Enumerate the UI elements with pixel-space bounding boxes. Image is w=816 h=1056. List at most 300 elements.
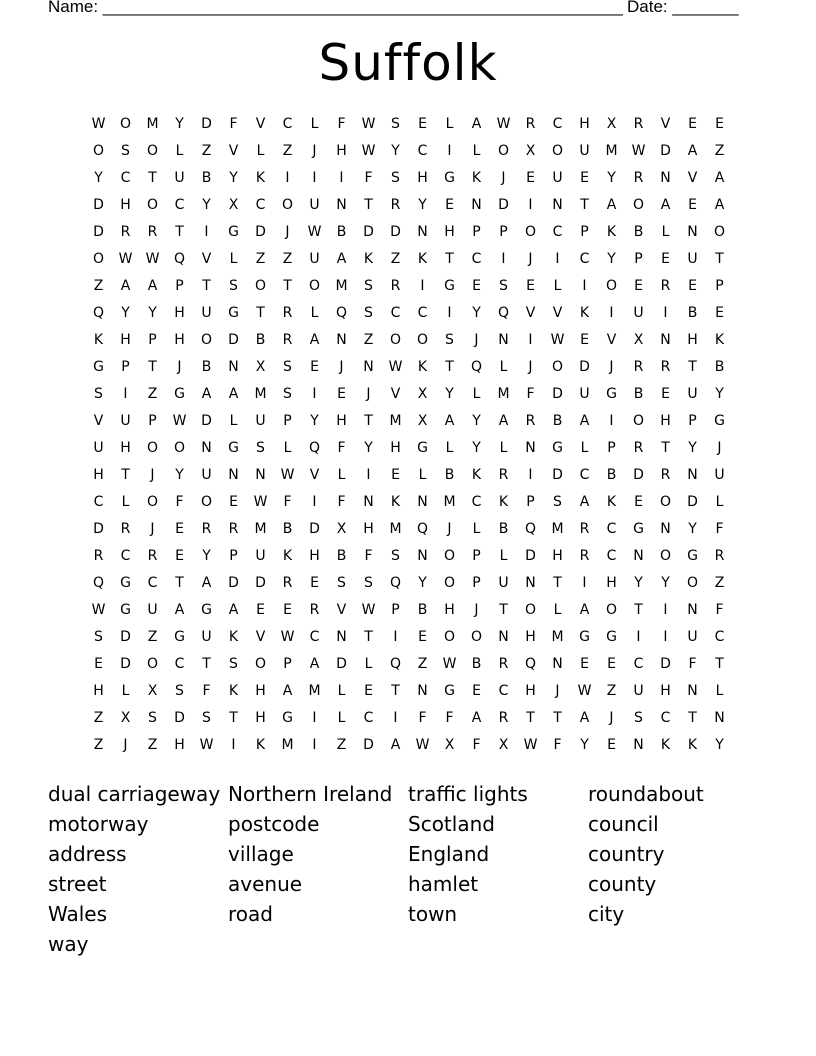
grid-letter: A: [390, 737, 401, 753]
grid-letter: T: [688, 359, 697, 375]
grid-letter: H: [336, 413, 347, 429]
grid-letter: C: [498, 683, 509, 699]
word-list-item: Northern Ireland: [228, 782, 393, 806]
grid-letter: T: [364, 413, 373, 429]
grid-letter: Y: [364, 440, 373, 456]
grid-letter: U: [579, 143, 590, 159]
grid-letter: L: [661, 224, 670, 240]
grid-letter: X: [228, 197, 239, 213]
grid-letter: Z: [93, 710, 104, 726]
grid-letter: L: [256, 143, 265, 159]
grid-letter: R: [714, 548, 725, 564]
grid-letter: R: [147, 548, 158, 564]
grid-letter: V: [255, 116, 266, 132]
grid-letter: V: [228, 143, 239, 159]
grid-letter: K: [579, 305, 590, 321]
grid-letter: F: [553, 737, 562, 753]
word-list-item: way: [48, 932, 89, 956]
grid-letter: I: [312, 494, 317, 510]
grid-letter: W: [388, 359, 403, 375]
grid-letter: F: [229, 116, 238, 132]
grid-letter: E: [661, 251, 670, 267]
grid-letter: Z: [147, 629, 158, 645]
grid-letter: U: [93, 440, 104, 456]
grid-row: [85, 493, 733, 520]
grid-letter: O: [551, 359, 564, 375]
grid-letter: J: [150, 467, 155, 483]
grid-letter: G: [228, 305, 239, 321]
grid-letter: A: [579, 413, 590, 429]
grid-letter: Z: [714, 143, 725, 159]
grid-letter: W: [199, 737, 214, 753]
grid-letter: O: [524, 602, 537, 618]
grid-letter: S: [634, 710, 643, 726]
grid-letter: J: [609, 359, 614, 375]
grid-letter: H: [687, 332, 698, 348]
grid-letter: N: [660, 521, 671, 537]
grid-letter: H: [174, 737, 185, 753]
grid-row: [85, 574, 733, 601]
grid-letter: O: [443, 629, 456, 645]
grid-letter: I: [501, 251, 506, 267]
grid-letter: B: [552, 413, 563, 429]
grid-letter: D: [660, 656, 671, 672]
grid-letter: G: [444, 170, 455, 186]
grid-letter: U: [201, 629, 212, 645]
grid-letter: L: [175, 143, 184, 159]
grid-letter: A: [147, 278, 158, 294]
grid-letter: X: [147, 683, 158, 699]
word-list-item: village: [228, 842, 294, 866]
grid-letter: S: [445, 332, 454, 348]
grid-letter: O: [686, 575, 699, 591]
grid-letter: N: [417, 548, 428, 564]
grid-letter: S: [364, 305, 373, 321]
grid-letter: P: [580, 224, 589, 240]
grid-letter: Z: [282, 143, 293, 159]
grid-letter: C: [552, 224, 563, 240]
grid-letter: S: [121, 143, 130, 159]
grid-letter: U: [633, 305, 644, 321]
grid-letter: B: [255, 332, 266, 348]
grid-letter: A: [714, 197, 725, 213]
grid-letter: U: [174, 170, 185, 186]
grid-letter: P: [472, 575, 481, 591]
grid-letter: O: [497, 143, 510, 159]
grid-letter: H: [120, 440, 131, 456]
grid-letter: S: [283, 359, 292, 375]
grid-letter: P: [229, 548, 238, 564]
grid-letter: A: [228, 602, 239, 618]
grid-letter: W: [415, 737, 430, 753]
grid-letter: H: [525, 629, 536, 645]
word-list-item: Scotland: [408, 812, 495, 836]
grid-letter: F: [715, 602, 724, 618]
grid-letter: N: [552, 197, 563, 213]
grid-letter: G: [120, 602, 131, 618]
grid-letter: R: [120, 224, 131, 240]
grid-letter: E: [229, 494, 238, 510]
grid-letter: U: [579, 386, 590, 402]
grid-letter: S: [337, 575, 346, 591]
grid-letter: E: [526, 278, 535, 294]
grid-letter: I: [231, 737, 236, 753]
grid-letter: G: [444, 278, 455, 294]
grid-letter: Y: [310, 413, 319, 429]
grid-letter: J: [555, 683, 560, 699]
grid-letter: Q: [416, 521, 429, 537]
grid-letter: J: [447, 521, 452, 537]
grid-letter: A: [201, 386, 212, 402]
grid-letter: L: [472, 143, 481, 159]
grid-letter: E: [715, 116, 724, 132]
grid-letter: N: [633, 548, 644, 564]
grid-letter: X: [444, 737, 455, 753]
grid-letter: T: [202, 656, 211, 672]
grid-letter: I: [609, 305, 614, 321]
grid-letter: W: [361, 602, 376, 618]
grid-letter: O: [605, 278, 618, 294]
grid-letter: V: [525, 305, 536, 321]
grid-row: [85, 682, 733, 709]
grid-letter: C: [471, 494, 482, 510]
grid-letter: L: [418, 467, 427, 483]
grid-letter: A: [120, 278, 131, 294]
grid-letter: T: [445, 359, 454, 375]
grid-letter: P: [634, 251, 643, 267]
grid-letter: I: [663, 629, 668, 645]
grid-letter: P: [472, 224, 481, 240]
grid-letter: Y: [121, 305, 130, 321]
grid-letter: F: [337, 116, 346, 132]
grid-letter: A: [471, 116, 482, 132]
grid-letter: I: [420, 278, 425, 294]
grid-letter: D: [120, 656, 131, 672]
grid-letter: T: [148, 359, 157, 375]
grid-letter: D: [309, 521, 320, 537]
grid-letter: T: [445, 251, 454, 267]
grid-letter: Y: [202, 548, 211, 564]
grid-letter: F: [418, 710, 427, 726]
grid-letter: E: [418, 116, 427, 132]
grid-letter: Y: [175, 116, 184, 132]
grid-letter: J: [528, 251, 533, 267]
grid-letter: S: [94, 386, 103, 402]
grid-letter: D: [498, 197, 509, 213]
grid-letter: R: [309, 602, 320, 618]
page-title: Suffolk: [318, 34, 498, 92]
grid-letter: O: [92, 143, 105, 159]
word-list-item: roundabout: [588, 782, 704, 806]
grid-letter: Y: [418, 575, 427, 591]
grid-letter: T: [634, 602, 643, 618]
grid-letter: R: [282, 575, 293, 591]
grid-letter: P: [283, 413, 292, 429]
grid-letter: A: [174, 602, 185, 618]
grid-letter: Y: [715, 737, 724, 753]
grid-letter: R: [147, 224, 158, 240]
grid-letter: N: [525, 440, 536, 456]
grid-letter: L: [310, 305, 319, 321]
grid-letter: J: [150, 521, 155, 537]
grid-letter: I: [663, 305, 668, 321]
grid-letter: L: [337, 467, 346, 483]
grid-letter: U: [309, 251, 320, 267]
grid-letter: T: [148, 170, 157, 186]
grid-letter: B: [633, 386, 644, 402]
grid-letter: Z: [390, 251, 401, 267]
grid-letter: O: [713, 224, 726, 240]
grid-letter: O: [254, 656, 267, 672]
grid-letter: J: [501, 170, 506, 186]
grid-letter: M: [335, 278, 348, 294]
grid-letter: R: [579, 521, 590, 537]
grid-letter: A: [282, 683, 293, 699]
grid-letter: L: [283, 440, 292, 456]
grid-letter: W: [118, 251, 133, 267]
grid-letter: N: [687, 683, 698, 699]
grid-letter: U: [255, 548, 266, 564]
grid-letter: T: [391, 683, 400, 699]
word-list: [48, 780, 768, 960]
grid-letter: U: [552, 170, 563, 186]
grid-letter: N: [417, 683, 428, 699]
grid-letter: B: [498, 521, 509, 537]
grid-letter: R: [633, 116, 644, 132]
grid-letter: K: [363, 251, 374, 267]
grid-letter: E: [472, 683, 481, 699]
grid-letter: Y: [445, 386, 454, 402]
grid-letter: T: [283, 278, 292, 294]
grid-letter: G: [714, 413, 725, 429]
grid-letter: C: [174, 197, 185, 213]
grid-letter: S: [94, 629, 103, 645]
grid-letter: F: [472, 737, 481, 753]
grid-letter: S: [391, 548, 400, 564]
grid-letter: O: [632, 197, 645, 213]
grid-letter: T: [661, 440, 670, 456]
grid-letter: O: [551, 143, 564, 159]
grid-letter: X: [255, 359, 266, 375]
grid-letter: M: [605, 143, 618, 159]
grid-letter: Z: [606, 683, 617, 699]
grid-letter: D: [390, 224, 401, 240]
grid-letter: O: [659, 494, 672, 510]
grid-letter: H: [309, 548, 320, 564]
grid-letter: M: [551, 629, 564, 645]
grid-letter: H: [255, 683, 266, 699]
date-field: Date: _______: [627, 0, 739, 16]
grid-letter: W: [280, 467, 295, 483]
grid-letter: U: [687, 629, 698, 645]
grid-letter: G: [687, 548, 698, 564]
grid-letter: G: [606, 386, 617, 402]
grid-letter: L: [472, 386, 481, 402]
grid-letter: U: [633, 683, 644, 699]
grid-letter: S: [256, 440, 265, 456]
grid-letter: D: [93, 224, 104, 240]
grid-letter: H: [444, 602, 455, 618]
grid-row: [85, 547, 733, 574]
grid-letter: T: [553, 575, 562, 591]
grid-letter: E: [94, 656, 103, 672]
grid-letter: T: [526, 710, 535, 726]
grid-letter: E: [472, 278, 481, 294]
grid-letter: F: [364, 170, 373, 186]
grid-letter: B: [282, 521, 293, 537]
grid-letter: Q: [92, 305, 105, 321]
grid-letter: C: [579, 467, 590, 483]
grid-letter: C: [417, 305, 428, 321]
grid-letter: Z: [93, 278, 104, 294]
grid-letter: T: [499, 602, 508, 618]
grid-letter: N: [363, 494, 374, 510]
grid-letter: U: [309, 197, 320, 213]
grid-letter: D: [336, 656, 347, 672]
grid-letter: O: [200, 332, 213, 348]
grid-letter: B: [417, 602, 428, 618]
grid-letter: R: [660, 278, 671, 294]
grid-row: [85, 412, 733, 439]
grid-letter: L: [310, 116, 319, 132]
grid-letter: Y: [688, 521, 697, 537]
grid-letter: O: [146, 494, 159, 510]
grid-letter: V: [336, 602, 347, 618]
grid-letter: Y: [661, 575, 670, 591]
grid-letter: C: [660, 710, 671, 726]
grid-letter: B: [336, 548, 347, 564]
grid-letter: A: [309, 656, 320, 672]
grid-letter: A: [444, 413, 455, 429]
grid-row: [85, 520, 733, 547]
grid-letter: Q: [308, 440, 321, 456]
grid-letter: Z: [363, 332, 374, 348]
grid-letter: D: [120, 629, 131, 645]
grid-letter: D: [201, 116, 212, 132]
grid-letter: E: [580, 656, 589, 672]
grid-letter: J: [474, 332, 479, 348]
grid-letter: O: [254, 278, 267, 294]
grid-letter: Q: [389, 656, 402, 672]
grid-letter: M: [551, 521, 564, 537]
grid-letter: O: [524, 224, 537, 240]
grid-letter: H: [93, 683, 104, 699]
grid-letter: R: [579, 548, 590, 564]
grid-letter: P: [121, 359, 130, 375]
grid-letter: E: [283, 602, 292, 618]
grid-letter: D: [687, 494, 698, 510]
grid-letter: N: [201, 440, 212, 456]
grid-letter: V: [552, 305, 563, 321]
grid-letter: D: [633, 467, 644, 483]
grid-row: [85, 142, 733, 169]
grid-letter: A: [309, 332, 320, 348]
grid-letter: H: [174, 305, 185, 321]
grid-letter: T: [175, 575, 184, 591]
grid-letter: O: [146, 143, 159, 159]
grid-letter: K: [228, 683, 239, 699]
grid-letter: H: [444, 224, 455, 240]
grid-letter: N: [660, 332, 671, 348]
grid-letter: L: [499, 548, 508, 564]
grid-letter: Y: [472, 440, 481, 456]
grid-letter: H: [390, 440, 401, 456]
grid-letter: I: [366, 467, 371, 483]
grid-letter: A: [228, 386, 239, 402]
grid-letter: C: [633, 656, 644, 672]
grid-letter: C: [390, 305, 401, 321]
grid-letter: N: [228, 467, 239, 483]
grid-letter: B: [714, 359, 725, 375]
grid-letter: T: [715, 251, 724, 267]
grid-letter: D: [255, 575, 266, 591]
grid-letter: A: [336, 251, 347, 267]
grid-letter: M: [497, 386, 510, 402]
grid-letter: O: [173, 440, 186, 456]
grid-letter: I: [447, 143, 452, 159]
grid-letter: Y: [607, 170, 616, 186]
grid-letter: A: [660, 197, 671, 213]
grid-letter: K: [255, 737, 266, 753]
grid-letter: L: [229, 251, 238, 267]
grid-letter: W: [91, 602, 106, 618]
grid-letter: E: [688, 116, 697, 132]
grid-letter: O: [389, 332, 402, 348]
grid-letter: E: [607, 656, 616, 672]
grid-letter: E: [634, 278, 643, 294]
grid-letter: Z: [147, 737, 158, 753]
grid-letter: F: [364, 548, 373, 564]
grid-letter: Z: [336, 737, 347, 753]
grid-letter: L: [445, 116, 454, 132]
grid-letter: O: [659, 548, 672, 564]
grid-letter: W: [361, 116, 376, 132]
grid-letter: S: [553, 494, 562, 510]
grid-letter: M: [281, 737, 294, 753]
grid-letter: J: [717, 440, 722, 456]
grid-letter: G: [444, 683, 455, 699]
grid-letter: L: [715, 683, 724, 699]
grid-letter: W: [361, 143, 376, 159]
grid-letter: A: [201, 575, 212, 591]
grid-letter: H: [552, 548, 563, 564]
grid-letter: V: [687, 170, 698, 186]
grid-letter: N: [498, 629, 509, 645]
grid-letter: L: [364, 656, 373, 672]
grid-letter: R: [498, 656, 509, 672]
grid-letter: X: [498, 737, 509, 753]
grid-letter: H: [363, 521, 374, 537]
grid-letter: X: [120, 710, 131, 726]
grid-letter: S: [148, 710, 157, 726]
grid-letter: R: [390, 197, 401, 213]
grid-letter: A: [579, 494, 590, 510]
grid-letter: L: [337, 710, 346, 726]
grid-letter: C: [606, 548, 617, 564]
grid-row: [85, 466, 733, 493]
grid-letter: C: [120, 548, 131, 564]
grid-letter: Z: [93, 737, 104, 753]
grid-letter: U: [147, 602, 158, 618]
grid-letter: I: [447, 305, 452, 321]
grid-letter: E: [310, 359, 319, 375]
grid-letter: J: [312, 143, 317, 159]
grid-letter: G: [120, 575, 131, 591]
grid-row: [85, 169, 733, 196]
grid-letter: O: [416, 332, 429, 348]
grid-letter: Y: [94, 170, 103, 186]
grid-letter: M: [443, 494, 456, 510]
